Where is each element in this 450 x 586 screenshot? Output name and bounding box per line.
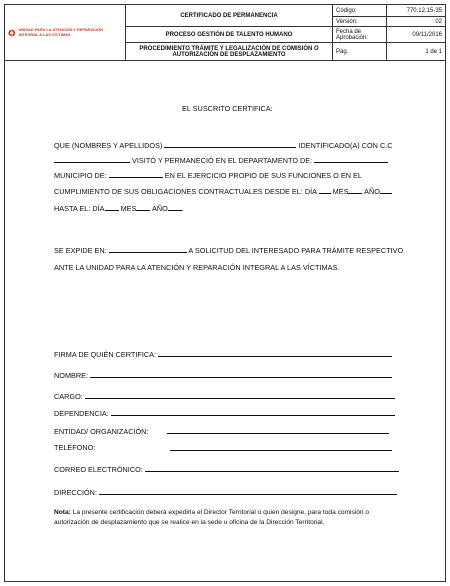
note-text: La presente certificación deberá expedirla el Director Territorial o quien designe, para toda comisión o autorización de desplazamiento que se realice en la sede u oficina de la Dirección Territorial. (54, 509, 370, 526)
field-direccion: DIRECCIÓN: (54, 487, 397, 497)
logo-text: UNIDAD PARA LA ATENCIÓN Y REPARACIÓN INTEGRAL A LAS VÍCTIMAS (18, 26, 103, 37)
pag-value: 1 de 1 (387, 43, 446, 61)
line-names: QUE (NOMBRES Y APELLIDOS) IDENTIFICADO(A) CON C.C (54, 141, 393, 150)
entidad-blank[interactable] (167, 426, 389, 434)
fecha-label: Fecha de Aprobación: (333, 27, 387, 43)
field-correo: CORREO ELECTRÓNICO: (54, 464, 399, 474)
telefono-blank[interactable] (170, 443, 392, 451)
certificate-heading: EL SUSCRITO CERTIFICA: (182, 104, 273, 113)
line-issued-in: SE EXPIDE EN: A SOLICITUD DEL INTERESADO PARA TRÁMITE RESPECTIVO (54, 246, 404, 255)
doc-title: CERTIFICADO DE PERMANENCIA (126, 5, 333, 27)
from-month-blank[interactable] (348, 186, 362, 194)
line-to-date: HASTA EL: DÍA MES AÑO . (54, 204, 184, 213)
codigo-label: Código: (333, 5, 387, 17)
line-unit: ANTE LA UNIDAD PARA LA ATENCIÓN Y REPARACIÓN INTEGRAL A LAS VÍCTIMAS. (54, 263, 340, 272)
telefono-blank-wrap (170, 443, 392, 453)
field-telefono: TELÉFONO: (54, 443, 96, 452)
field-firma: FIRMA DE QUIÉN CERTIFICA: (54, 349, 392, 359)
procedure-name: PROCEDIMIENTO TRÁMITE Y LEGALIZACIÓN DE COMISIÓN O AUTORIZACIÓN DE DESPLAZAMIENTO (126, 43, 333, 61)
from-year-blank[interactable] (380, 186, 392, 194)
to-year-blank[interactable] (168, 203, 182, 211)
field-dependencia: DEPENDENCIA: (54, 408, 395, 418)
line-from-date: CUMPLIMIENTO DE SUS OBLIGACIONES CONTRACTUALES DESDE EL: DÍA MES AÑO (54, 186, 392, 196)
field-cargo: CARGO: (54, 391, 395, 401)
line-municipality: MUNICIPIO DE: EN EL EJERCICIO PROPIO DE SUS FUNCIONES O EN EL (54, 171, 362, 180)
issued-in-blank[interactable] (109, 245, 187, 253)
cargo-blank[interactable] (85, 391, 395, 399)
department-blank[interactable] (314, 155, 388, 163)
version-value: 02 (387, 17, 446, 27)
direccion-blank[interactable] (99, 487, 397, 495)
process-name: PROCESO GESTIÓN DE TALENTO HUMANO (126, 27, 333, 43)
field-nombre: NOMBRE: (54, 370, 392, 380)
to-day-blank[interactable] (105, 203, 119, 211)
from-day-blank[interactable] (319, 186, 331, 194)
version-label: Versión: (333, 17, 387, 27)
footnote (54, 508, 394, 528)
to-month-blank[interactable] (136, 203, 150, 211)
nombre-blank[interactable] (90, 370, 392, 378)
id-number-blank[interactable] (54, 155, 130, 163)
correo-blank[interactable] (145, 464, 399, 472)
pag-label: Pág. (333, 43, 387, 61)
names-blank[interactable] (164, 140, 296, 148)
field-entidad: ENTIDAD/ ORGANIZACIÓN: (54, 426, 389, 436)
note-label: Nota: (54, 509, 71, 516)
municipality-blank[interactable] (109, 170, 163, 178)
line-department: VISITÓ Y PERMANECIÓ EN EL DEPARTAMENTO DE: (54, 155, 388, 165)
codigo-value: 770.12.15-35 (387, 5, 446, 17)
firma-blank[interactable] (158, 349, 392, 357)
dependencia-blank[interactable] (111, 408, 395, 416)
fecha-value: 09/11/2016 (387, 27, 446, 43)
